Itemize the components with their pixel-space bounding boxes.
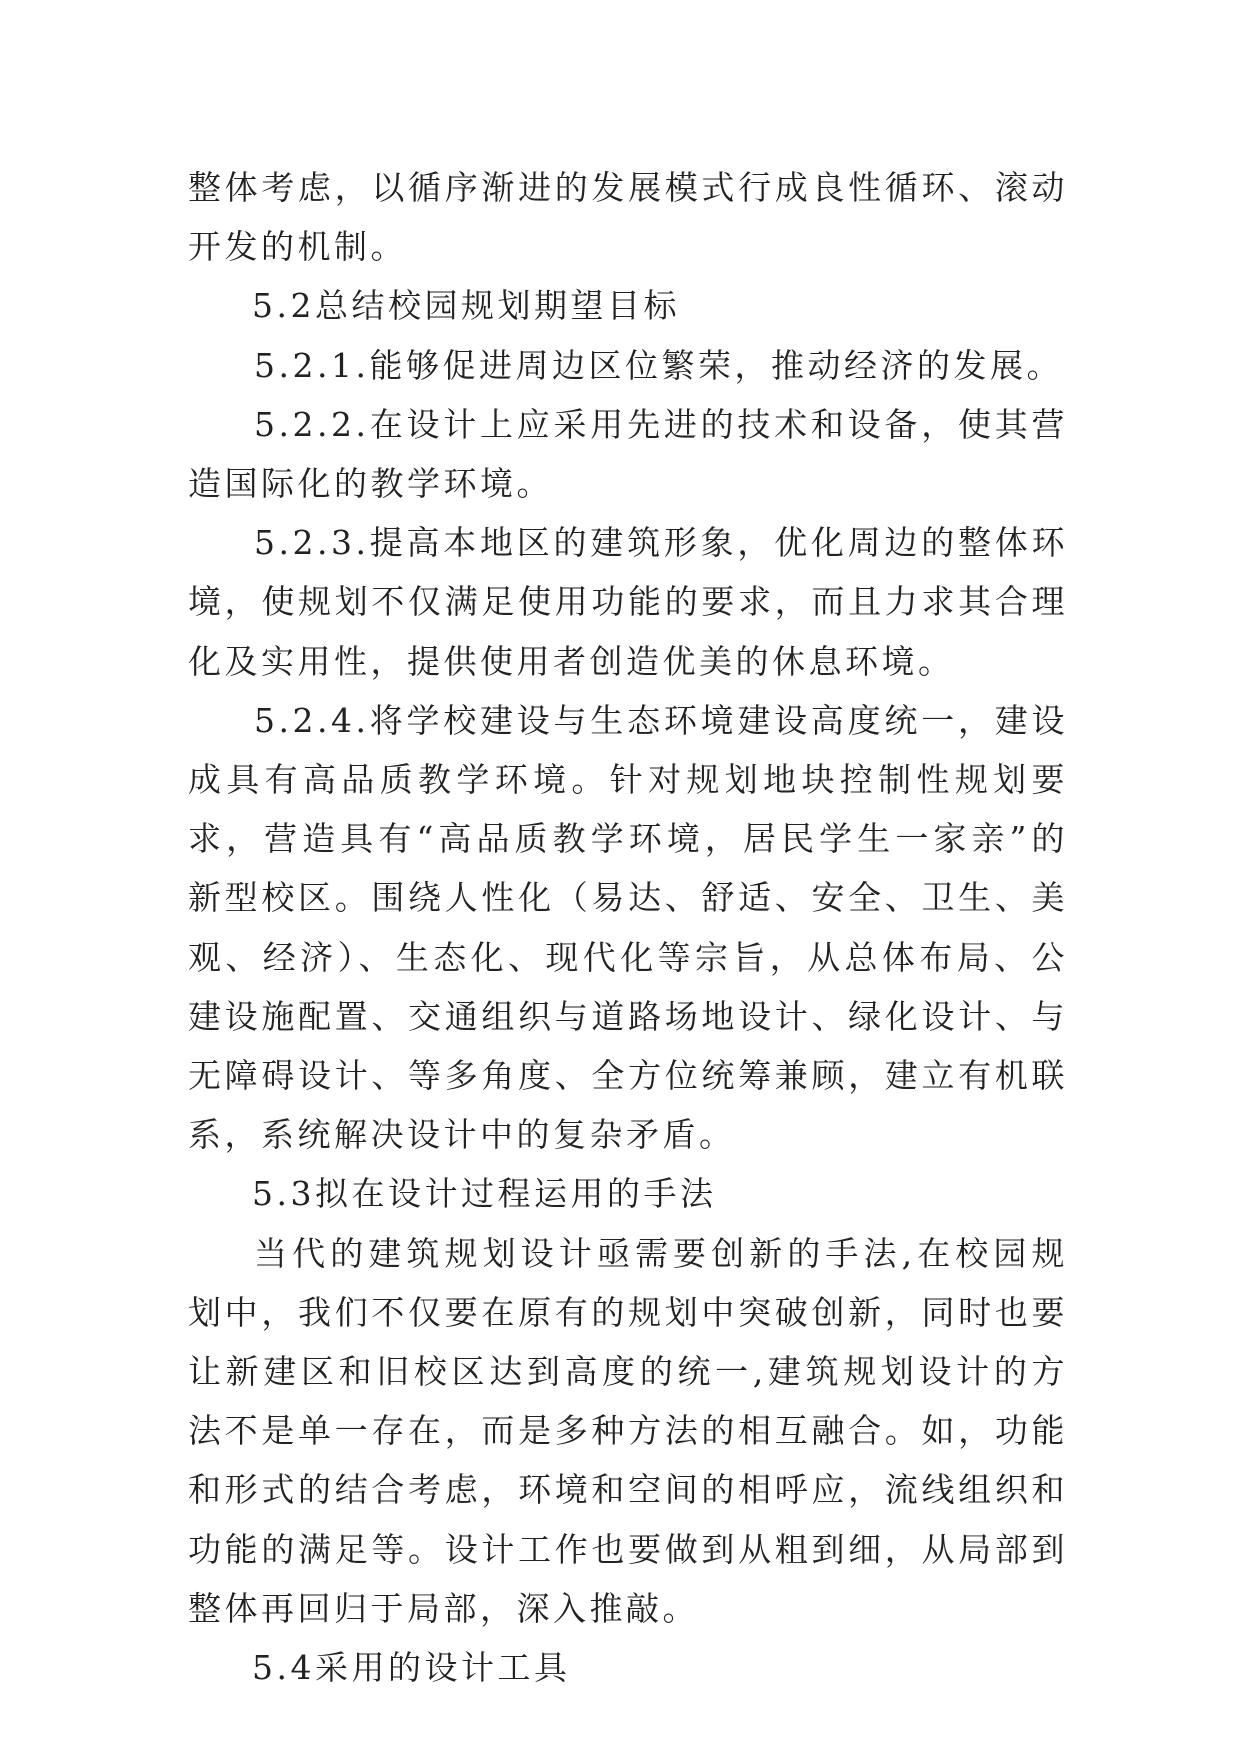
paragraph-intro-continuation: 整体考虑，以循序渐进的发展模式行成良性循环、滚动开发的机制。 xyxy=(188,168,1068,267)
paragraph-5-2-3: 5.2.3.提高本地区的建筑形象，优化周边的整体环境，使规划不仅满足使用功能的要求，而且力求其合理化及实用性，提供使用者创造优美的休息环境。 xyxy=(188,523,1068,681)
paragraph-5-2-1: 5.2.1.能够促进周边区位繁荣，推动经济的发展。 xyxy=(254,345,1063,385)
paragraph-5-3-body: 当代的建筑规划设计亟需要创新的手法,在校园规划中，我们不仅要在原有的规划中突破创新，同时也要让新建区和旧校区达到高度的统一,建筑规划设计的方法不是单一存在，而是多种方法的相互融合。如，功能和形式的结合考虑，环境和空间的相呼应，流线组织和功能的满足等。设计工作也要做到从粗到细，从局部到整体再回归于局部，深入推敲。 xyxy=(188,1233,1068,1628)
document-body xyxy=(188,158,1068,1697)
section-heading-5-4: 5.4采用的设计工具 xyxy=(252,1648,571,1688)
paragraph-5-2-4: 5.2.4.将学校建设与生态环境建设高度统一，建设成具有高品质教学环境。针对规划地块控制性规划要求，营造具有“高品质教学环境，居民学生一家亲”的新型校区。围绕人性化（易达、舒适、安全、卫生、美观、经济）、生态化、现代化等宗旨，从总体布局、公建设施配置、交通组织与道路场地设计、绿化设计、与无障碍设计、等多角度、全方位统筹兼顾，建立有机联系，系统解决设计中的复杂矛盾。 xyxy=(188,700,1068,1155)
section-heading-5-3: 5.3拟在设计过程运用的手法 xyxy=(252,1174,717,1214)
paragraph-5-2-2: 5.2.2.在设计上应采用先进的技术和设备，使其营造国际化的教学环境。 xyxy=(188,404,1068,504)
section-heading-5-2: 5.2总结校园规划期望目标 xyxy=(252,286,680,326)
